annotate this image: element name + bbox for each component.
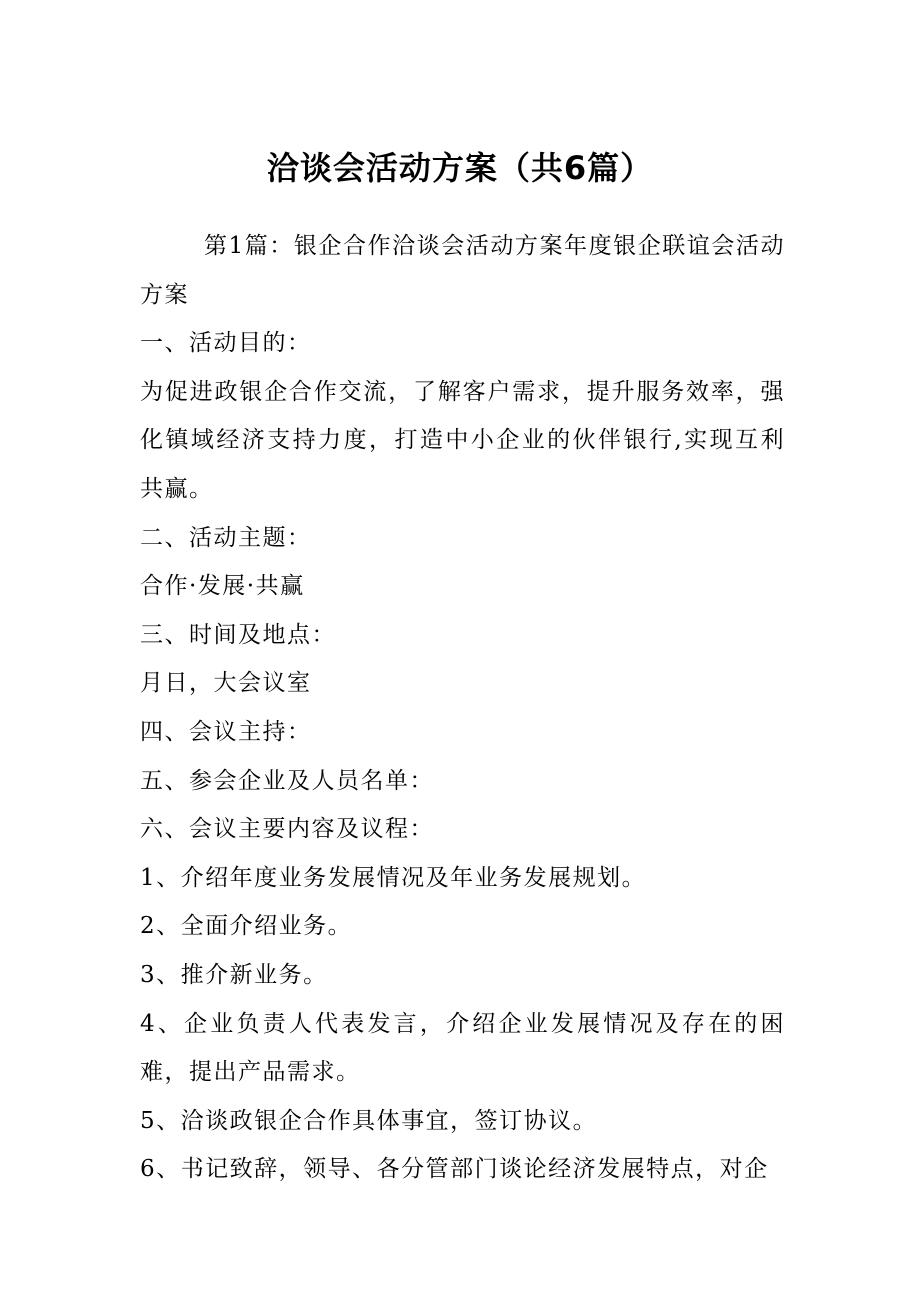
document-title: 洽谈会活动方案（共6篇） (266, 149, 654, 187)
paragraph: 4、企业负责人代表发言，介绍企业发展情况及存在的困难，提出产品需求。 (140, 1010, 785, 1086)
paragraph: 合作·发展·共赢 (140, 573, 305, 600)
paragraph: 一、活动目的： (140, 330, 312, 357)
paragraph: 1、介绍年度业务发展情况及年业务发展规划。 (140, 864, 647, 891)
paragraph: 第1篇：银企合作洽谈会活动方案年度银企联谊会活动方案 (140, 233, 785, 308)
paragraph: 月日，大会议室 (140, 670, 312, 697)
document-body (140, 222, 785, 1194)
paragraph: 二、活动主题： (140, 524, 312, 551)
paragraph: 6、书记致辞，领导、各分管部门谈论经济发展特点，对企 (140, 1156, 769, 1183)
paragraph: 5、洽谈政银企合作具体事宜，签订协议。 (140, 1107, 598, 1134)
paragraph: 为促进政银企合作交流，了解客户需求，提升服务效率，强化镇域经济支持力度，打造中小企业的伙伴银行,实现互利共赢。 (140, 378, 785, 502)
paragraph: 三、时间及地点： (140, 621, 336, 648)
paragraph: 六、会议主要内容及议程： (140, 816, 434, 843)
paragraph: 五、参会企业及人员名单： (140, 767, 434, 794)
paragraph: 3、推介新业务。 (140, 961, 328, 988)
paragraph: 2、全面介绍业务。 (140, 913, 353, 940)
paragraph: 四、会议主持： (140, 718, 312, 745)
